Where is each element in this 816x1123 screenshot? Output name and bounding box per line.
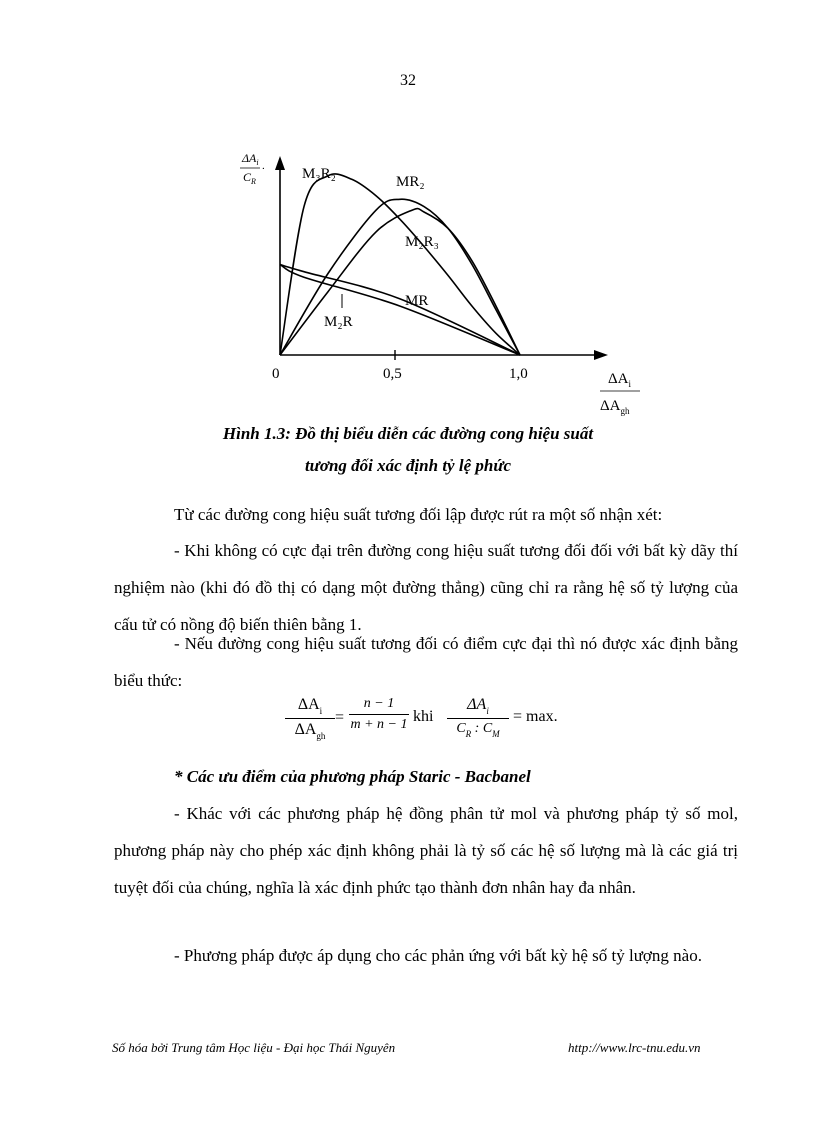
formula-rhs: n − 1 m + n − 1	[350, 696, 408, 732]
x-label-num: $\Delta A_i$	[608, 371, 631, 389]
section-heading: * Các ưu điểm của phương pháp Staric - Bacbanel	[174, 767, 531, 786]
curve-series-4	[280, 265, 520, 356]
tick-label-10: 1,0	[509, 366, 528, 382]
curve-series-1	[280, 174, 520, 355]
formula-lhs: $\Delta A_i$ $\Delta A_{gh}$	[285, 696, 335, 741]
tick-label-0: 0	[272, 366, 280, 382]
paragraph-intro: Từ các đường cong hiệu suất tương đối lập được rút ra một số nhận xét:	[174, 505, 663, 524]
formula-max: = max.	[513, 708, 558, 725]
curve-series-2	[280, 199, 520, 355]
x-label-den: $\Delta A_{gh}$	[600, 398, 630, 416]
formula	[285, 696, 585, 752]
formula-equals: =	[335, 709, 345, 726]
svg-text:.: .	[262, 160, 265, 172]
label-m2r3: M₂R₃	[405, 234, 439, 250]
paragraph-maximum: - Nếu đường cong hiệu suất tương đối có điểm cực đại thì nó được xác định bằng biểu thức:	[114, 634, 738, 690]
curve-series-5	[280, 265, 520, 356]
label-mr2: MR₂	[396, 174, 425, 190]
figure-chart	[230, 148, 670, 420]
curves-group	[280, 174, 520, 355]
label-m2r: M₂R	[324, 314, 353, 330]
page-number: 32	[400, 72, 416, 89]
figure-caption-line1: Hình 1.3: Đồ thị biểu diễn các đường cong hiệu suất	[222, 424, 594, 443]
y-axis-arrow	[275, 156, 285, 170]
formula-condition: $\Delta A_i$ $C_R$ : $C_M$	[447, 696, 509, 739]
footer-url: http://www.lrc-tnu.edu.vn	[568, 1040, 701, 1055]
footer-source: Số hóa bởi Trung tâm Học liệu - Đại học Thái Nguyên	[112, 1040, 396, 1055]
paragraph-advantage-2: - Phương pháp được áp dụng cho các phản ứng với bất kỳ hệ số tỷ lượng nào.	[174, 946, 702, 965]
paragraph-no-maximum: - Khi không có cực đại trên đường cong hiệu suất tương đối đối với bất kỳ dãy thí nghiệm nào (khi đó đồ thị có dạng một đường thẳng) cũng chỉ ra rằng hệ số tỷ lượng của cấu tử có nồng độ biến thiên bằng 1.	[114, 541, 738, 634]
y-label-den: $C_R$	[243, 170, 256, 186]
label-mr: MR	[405, 293, 429, 309]
label-m3r2: M₃R₂	[302, 166, 336, 182]
paragraph-advantage-1: - Khác với các phương pháp hệ đồng phân tử mol và phương pháp tỷ số mol, phương pháp này cho phép xác định không phải là tỷ số các hệ số lượng mà là các giá trị tuyệt đối của chúng, nghĩa là xác định phức tạo thành đơn nhân hay đa nhân.	[114, 804, 738, 897]
y-label-num: $\Delta A_i$	[242, 151, 259, 167]
x-axis-arrow	[594, 350, 608, 360]
tick-label-05: 0,5	[383, 366, 402, 382]
formula-khi: khi	[413, 708, 434, 725]
figure-caption-line2: tương đối xác định tỷ lệ phức	[304, 456, 512, 475]
